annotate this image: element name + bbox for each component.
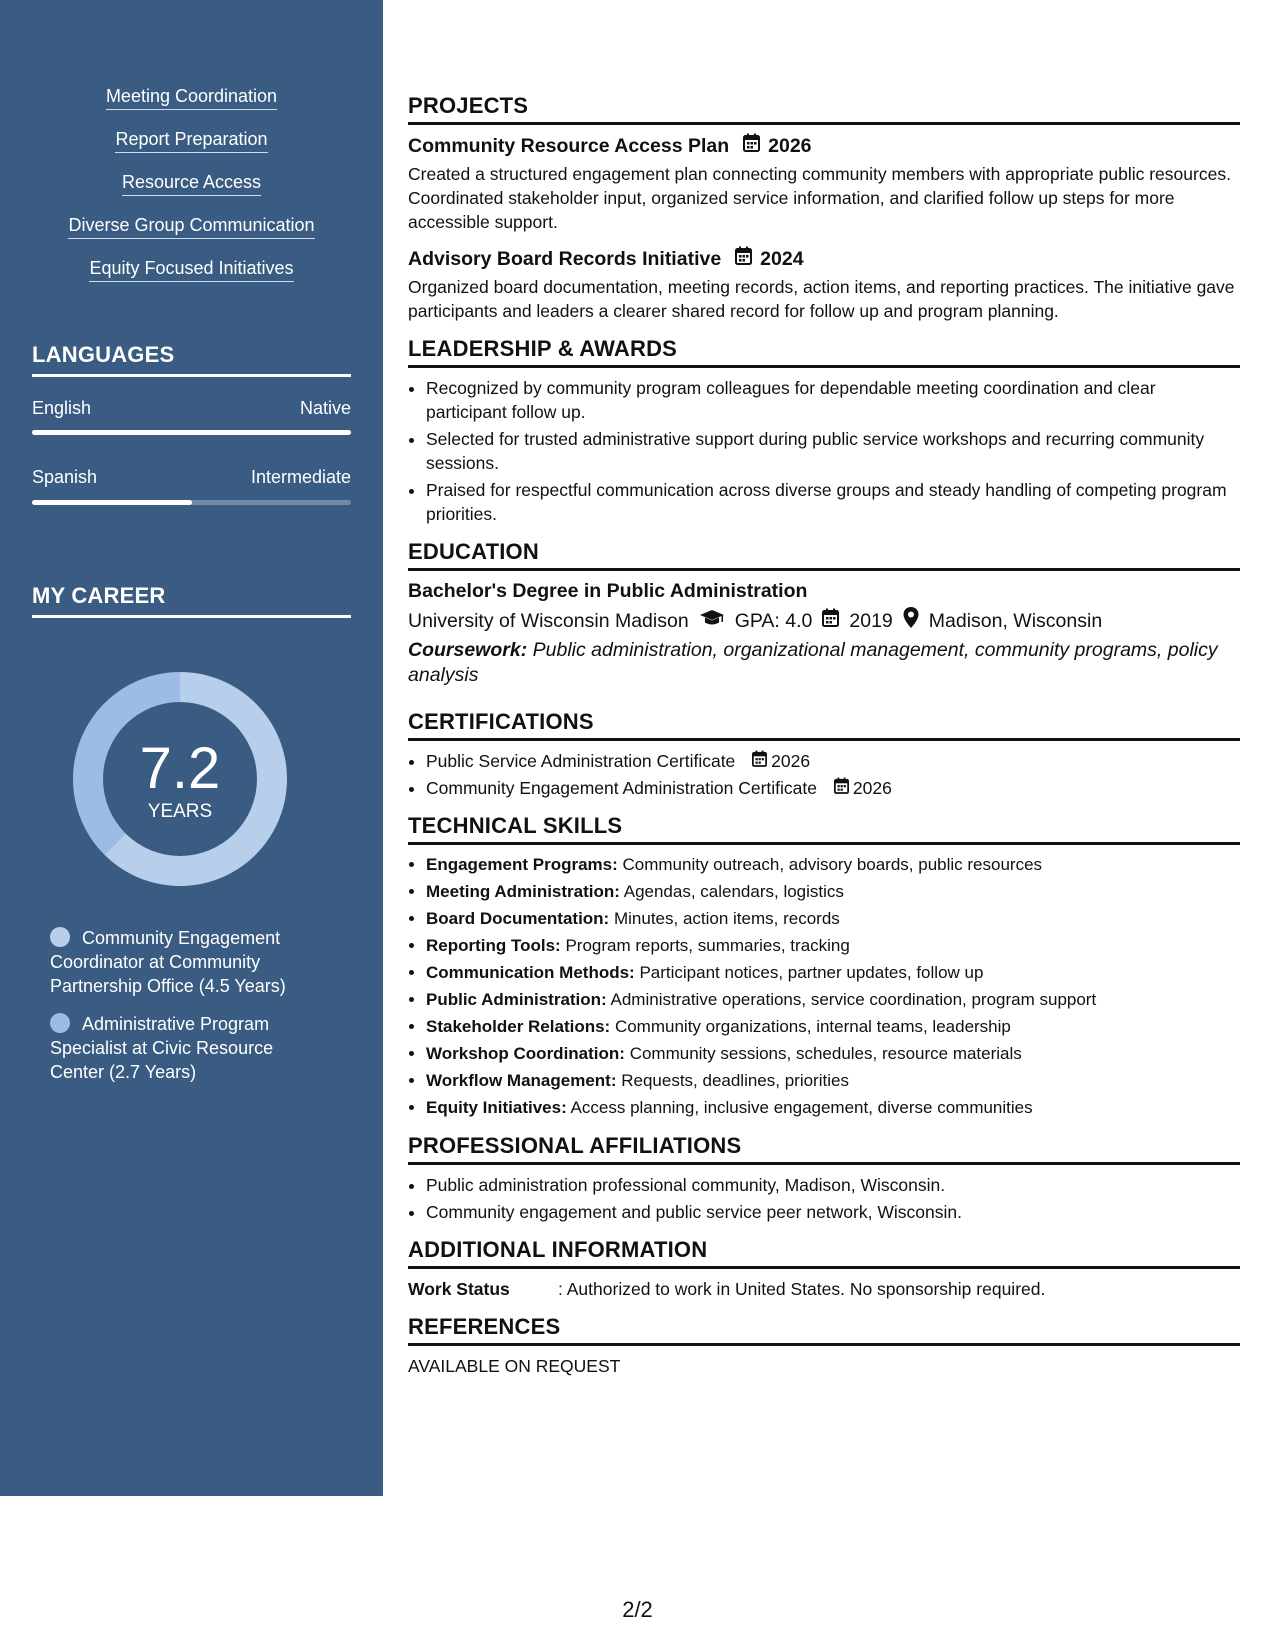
list-item	[426, 961, 1240, 985]
certificate-name: Community Engagement Administration Certificate	[426, 778, 818, 798]
skill-link[interactable]: Report Preparation	[115, 127, 267, 153]
project-year: 2024	[760, 247, 804, 270]
skill-label: Workflow Management:	[426, 1071, 617, 1090]
skill-label: Workshop Coordination:	[426, 1044, 625, 1063]
career-list	[50, 926, 310, 1098]
list-item	[426, 988, 1240, 1012]
work-status-row	[408, 1277, 1240, 1301]
list-item	[426, 880, 1240, 904]
list-item: • Public administration professional community, Madison, Wisconsin.	[426, 1173, 1240, 1197]
skill-label: Equity Initiatives:	[426, 1098, 567, 1117]
skill-value: Access planning, inclusive engagement, diverse communities	[570, 1098, 1033, 1117]
career-total: 7.2	[139, 736, 221, 801]
list-item: • Community engagement and public service peer network, Wisconsin.	[426, 1200, 1240, 1224]
skill-label: Reporting Tools:	[426, 936, 561, 955]
education-section	[408, 540, 1240, 688]
coursework-text: Public administration, organizational management, community programs, policy analysis	[408, 639, 1218, 686]
list-item	[426, 1069, 1240, 1093]
calendar-icon	[743, 133, 760, 158]
skill-value: Community sessions, schedules, resource materials	[629, 1044, 1022, 1063]
languages-heading: LANGUAGES	[32, 342, 351, 377]
work-status-label: Work Status	[408, 1279, 510, 1299]
language-level: Native	[299, 398, 351, 418]
certificate-year: 2026	[852, 778, 892, 798]
references-section	[408, 1315, 1240, 1378]
affiliations-list	[408, 1173, 1240, 1224]
calendar-icon	[834, 776, 849, 800]
legend-dot-icon	[50, 1013, 70, 1033]
language-row	[32, 398, 351, 419]
calendar-icon	[735, 246, 752, 271]
certifications-section	[408, 710, 1240, 800]
leadership-list	[408, 376, 1240, 526]
skill-links	[0, 84, 383, 299]
calendar-icon	[822, 608, 839, 633]
coursework-label: Coursework:	[408, 639, 528, 661]
work-status-value: : Authorized to work in United States. No sponsorship required.	[558, 1279, 1046, 1299]
career-unit: YEARS	[147, 801, 213, 822]
language-bar-fill	[32, 430, 351, 435]
skill-value: Administrative operations, service coordination, program support	[610, 990, 1097, 1009]
project-title: Advisory Board Records Initiative	[408, 247, 722, 270]
coursework	[408, 638, 1240, 688]
project-title: Community Resource Access Plan	[408, 134, 730, 157]
list-item	[426, 934, 1240, 958]
calendar-icon	[752, 749, 767, 773]
legend-dot-icon	[50, 927, 70, 947]
skill-link[interactable]: Diverse Group Communication	[68, 213, 314, 239]
language-name: Spanish	[32, 467, 98, 487]
language-level: Intermediate	[250, 467, 351, 487]
school-name: University of Wisconsin Madison	[408, 609, 689, 632]
skill-label: Engagement Programs:	[426, 855, 618, 874]
affiliations-section	[408, 1134, 1240, 1224]
list-item	[426, 749, 1240, 773]
career-item	[50, 926, 310, 998]
section-heading: TECHNICAL SKILLS	[408, 814, 1240, 845]
references-text: AVAILABLE ON REQUEST	[408, 1356, 621, 1376]
skill-link[interactable]: Equity Focused Initiatives	[89, 256, 293, 282]
project-title-row	[408, 133, 1240, 158]
skill-label: Board Documentation:	[426, 909, 610, 928]
career-item	[50, 1012, 310, 1084]
project-title-row	[408, 246, 1240, 271]
skill-value: Community organizations, internal teams, leadership	[614, 1017, 1011, 1036]
project-year: 2026	[768, 134, 812, 157]
education-location: Madison, Wisconsin	[928, 609, 1103, 632]
certificate-year: 2026	[771, 751, 811, 771]
skill-label: Stakeholder Relations:	[426, 1017, 611, 1036]
section-heading: PROFESSIONAL AFFILIATIONS	[408, 1134, 1240, 1165]
leadership-section	[408, 337, 1240, 526]
certifications-list	[408, 749, 1240, 800]
skill-label: Public Administration:	[426, 990, 607, 1009]
section-heading: EDUCATION	[408, 540, 1240, 571]
section-heading: CERTIFICATIONS	[408, 710, 1240, 741]
career-donut-chart	[66, 665, 294, 893]
career-heading: MY CAREER	[32, 583, 351, 618]
section-heading: ADDITIONAL INFORMATION	[408, 1238, 1240, 1269]
language-row	[32, 467, 351, 488]
language-name: English	[32, 398, 92, 418]
skill-value: Requests, deadlines, priorities	[621, 1071, 849, 1090]
graduation-year: 2019	[849, 609, 893, 632]
map-pin-icon	[903, 607, 919, 634]
projects-section	[408, 94, 1240, 323]
gpa: GPA: 4.0	[734, 609, 813, 632]
skill-value: Program reports, summaries, tracking	[565, 936, 850, 955]
list-item	[426, 776, 1240, 800]
technical-skills-section	[408, 814, 1240, 1120]
technical-skills-list	[408, 853, 1240, 1120]
page-number: 2/2	[622, 1597, 653, 1622]
graduation-cap-icon	[699, 609, 725, 633]
project-description: Created a structured engagement plan connecting community members with appropriate public resources. Coordinated stakeholder input, organized service information, and clarified follow up steps for more accessible support.	[408, 164, 1231, 232]
education-meta	[408, 607, 1240, 634]
skill-value: Community outreach, advisory boards, public resources	[622, 855, 1043, 874]
list-item: • Praised for respectful communication across diverse groups and steady handling of competing program priorities.	[426, 478, 1240, 526]
list-item	[426, 1015, 1240, 1039]
additional-info-section	[408, 1238, 1240, 1301]
skill-link[interactable]: Resource Access	[122, 170, 261, 196]
language-bar	[32, 500, 351, 505]
career-item-text: Community Engagement Coordinator at Community Partnership Office (4.5 Years)	[50, 928, 286, 996]
section-heading: REFERENCES	[408, 1315, 1240, 1346]
list-item	[426, 1042, 1240, 1066]
list-item	[426, 1096, 1240, 1120]
degree-title: Bachelor's Degree in Public Administration	[408, 580, 808, 602]
skill-value: Participant notices, partner updates, follow up	[639, 963, 984, 982]
list-item	[426, 907, 1240, 931]
language-bar	[32, 430, 351, 435]
list-item	[426, 853, 1240, 877]
skill-link[interactable]: Meeting Coordination	[106, 84, 277, 110]
section-heading: PROJECTS	[408, 94, 1240, 125]
list-item: • Selected for trusted administrative support during public service workshops and recurring community sessions.	[426, 427, 1240, 475]
skill-label: Meeting Administration:	[426, 882, 620, 901]
sidebar	[0, 0, 383, 1496]
language-bar-fill	[32, 500, 192, 505]
main-content	[408, 94, 1240, 1392]
career-item-text: Administrative Program Specialist at Civic Resource Center (2.7 Years)	[50, 1014, 274, 1082]
skill-label: Communication Methods:	[426, 963, 635, 982]
certificate-name: Public Service Administration Certificate	[426, 751, 736, 771]
project-description: Organized board documentation, meeting records, action items, and reporting practices. The initiative gave participants and leaders a clearer shared record for follow up and program planning.	[408, 277, 1235, 321]
section-heading: LEADERSHIP & AWARDS	[408, 337, 1240, 368]
skill-value: Agendas, calendars, logistics	[623, 882, 844, 901]
skill-value: Minutes, action items, records	[613, 909, 840, 928]
list-item: • Recognized by community program colleagues for dependable meeting coordination and clear participant follow up.	[426, 376, 1240, 424]
